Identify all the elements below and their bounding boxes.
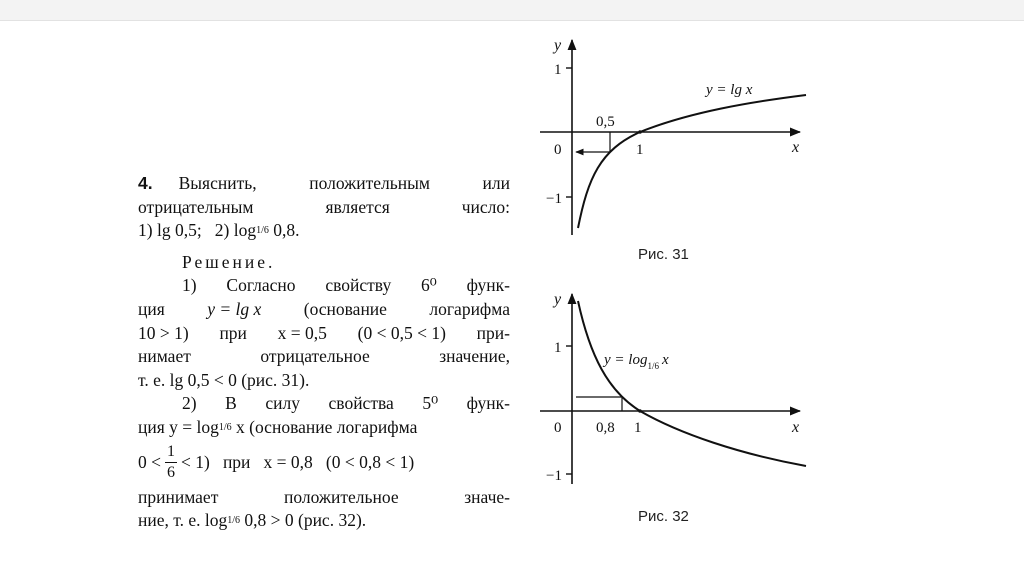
- curve-label: y = lg x: [706, 82, 753, 98]
- word: Согласно: [226, 275, 296, 296]
- formula: 0 <: [138, 451, 161, 472]
- point-one: [638, 130, 642, 134]
- word: отрицательное: [260, 346, 370, 367]
- curve-label-main: y = log: [604, 352, 648, 368]
- figure-caption: Рис. 32: [638, 508, 689, 525]
- problem-text: [138, 172, 510, 533]
- fraction-denominator: 6: [167, 464, 175, 482]
- word: В: [225, 393, 237, 414]
- x-label: x: [792, 419, 800, 436]
- log-base: 1/6: [227, 515, 240, 527]
- solution-line-5: [138, 369, 510, 393]
- fraction-numerator: 1: [165, 444, 177, 463]
- formula: x = 0,5: [277, 322, 327, 343]
- word: значение,: [439, 346, 510, 367]
- tick-label: 1: [636, 142, 644, 158]
- solution-line-3: [138, 322, 510, 346]
- word: функ-: [466, 275, 510, 296]
- problem-number: 4.: [138, 173, 153, 193]
- word: при: [219, 322, 247, 343]
- log-base: 1/6: [218, 421, 232, 433]
- tick-label: 1: [554, 340, 562, 356]
- word: является: [325, 196, 390, 217]
- word: свойству: [325, 275, 392, 296]
- word: 10 > 1): [138, 322, 189, 343]
- slide-top-bar: [0, 0, 1024, 21]
- word: 2): [182, 393, 197, 414]
- solution-line-2: [138, 298, 510, 322]
- problem-line-3: [138, 219, 510, 243]
- word: положительное: [283, 486, 399, 507]
- word: силу: [265, 393, 300, 414]
- curve-label-base: 1/6: [647, 361, 659, 371]
- figure-32: [530, 286, 820, 525]
- formula: < 1) при x = 0,8 (0 < 0,8 < 1): [181, 451, 415, 472]
- formula: ние, т. е. log: [138, 510, 228, 531]
- formula: 0,8 > 0 (рис. 32).: [240, 510, 367, 531]
- word: 6⁰: [421, 275, 437, 296]
- tick-label: −1: [546, 468, 562, 484]
- figure-caption: Рис. 31: [638, 246, 689, 263]
- solution-line-7: [138, 416, 510, 440]
- curve-label-var: x: [661, 352, 669, 368]
- problem-line-2: [138, 196, 510, 220]
- tick-label: 1: [554, 62, 562, 78]
- solution-line-4: [138, 345, 510, 369]
- word: свойства: [328, 393, 394, 414]
- solution-line-8: [138, 440, 510, 486]
- word: или: [482, 173, 510, 193]
- solution-heading: Решение.: [182, 251, 276, 272]
- figure-31: [530, 30, 820, 263]
- solution-line-1: [138, 274, 510, 298]
- word: при-: [476, 322, 510, 343]
- log-base: 1/6: [256, 225, 269, 237]
- formula: ция y = log: [138, 416, 219, 437]
- word: 1): [182, 275, 197, 296]
- y-label: y: [554, 291, 562, 308]
- graph-lg: [530, 30, 820, 240]
- solution-line-9: [138, 486, 510, 510]
- word: число:: [461, 196, 510, 217]
- word: значе-: [464, 486, 510, 507]
- word: положительным: [309, 173, 430, 193]
- word: нимает: [138, 346, 191, 367]
- formula: y = lg x: [207, 298, 262, 319]
- problem-line-1: [138, 172, 510, 196]
- solution-heading-line: [138, 251, 510, 275]
- tick-label: −1: [546, 191, 562, 207]
- word: 5⁰: [422, 393, 439, 414]
- solution-line-6: [138, 392, 510, 416]
- word: функ-: [466, 393, 510, 414]
- formula: (0 < 0,5 < 1): [357, 322, 446, 343]
- fraction: [165, 444, 177, 481]
- x-label: x: [792, 139, 800, 156]
- origin-label: 0: [554, 420, 562, 436]
- marked-value: 0,8: [596, 420, 615, 436]
- word: отрицательным: [138, 196, 254, 217]
- graph-log-base-sixth: [530, 286, 820, 486]
- word: принимает: [138, 486, 219, 507]
- sentence: т. е. lg 0,5 < 0 (рис. 31).: [138, 369, 310, 390]
- curve-label: [602, 352, 669, 371]
- log-curve: [578, 301, 806, 466]
- word: Выяснить,: [178, 173, 257, 193]
- marked-value: 0,5: [596, 114, 615, 130]
- word: ция: [138, 298, 165, 319]
- statement-text: 0,8.: [268, 220, 300, 241]
- tick-label: 1: [634, 420, 642, 436]
- statement-text: 1) lg 0,5; 2) log: [138, 220, 257, 241]
- origin-label: 0: [554, 142, 562, 158]
- word: (основание: [303, 298, 387, 319]
- word: логарифма: [429, 298, 510, 319]
- formula: x (основание логарифма: [231, 416, 418, 437]
- y-label: y: [554, 37, 562, 54]
- solution-line-10: [138, 509, 510, 533]
- point-one: [638, 409, 642, 413]
